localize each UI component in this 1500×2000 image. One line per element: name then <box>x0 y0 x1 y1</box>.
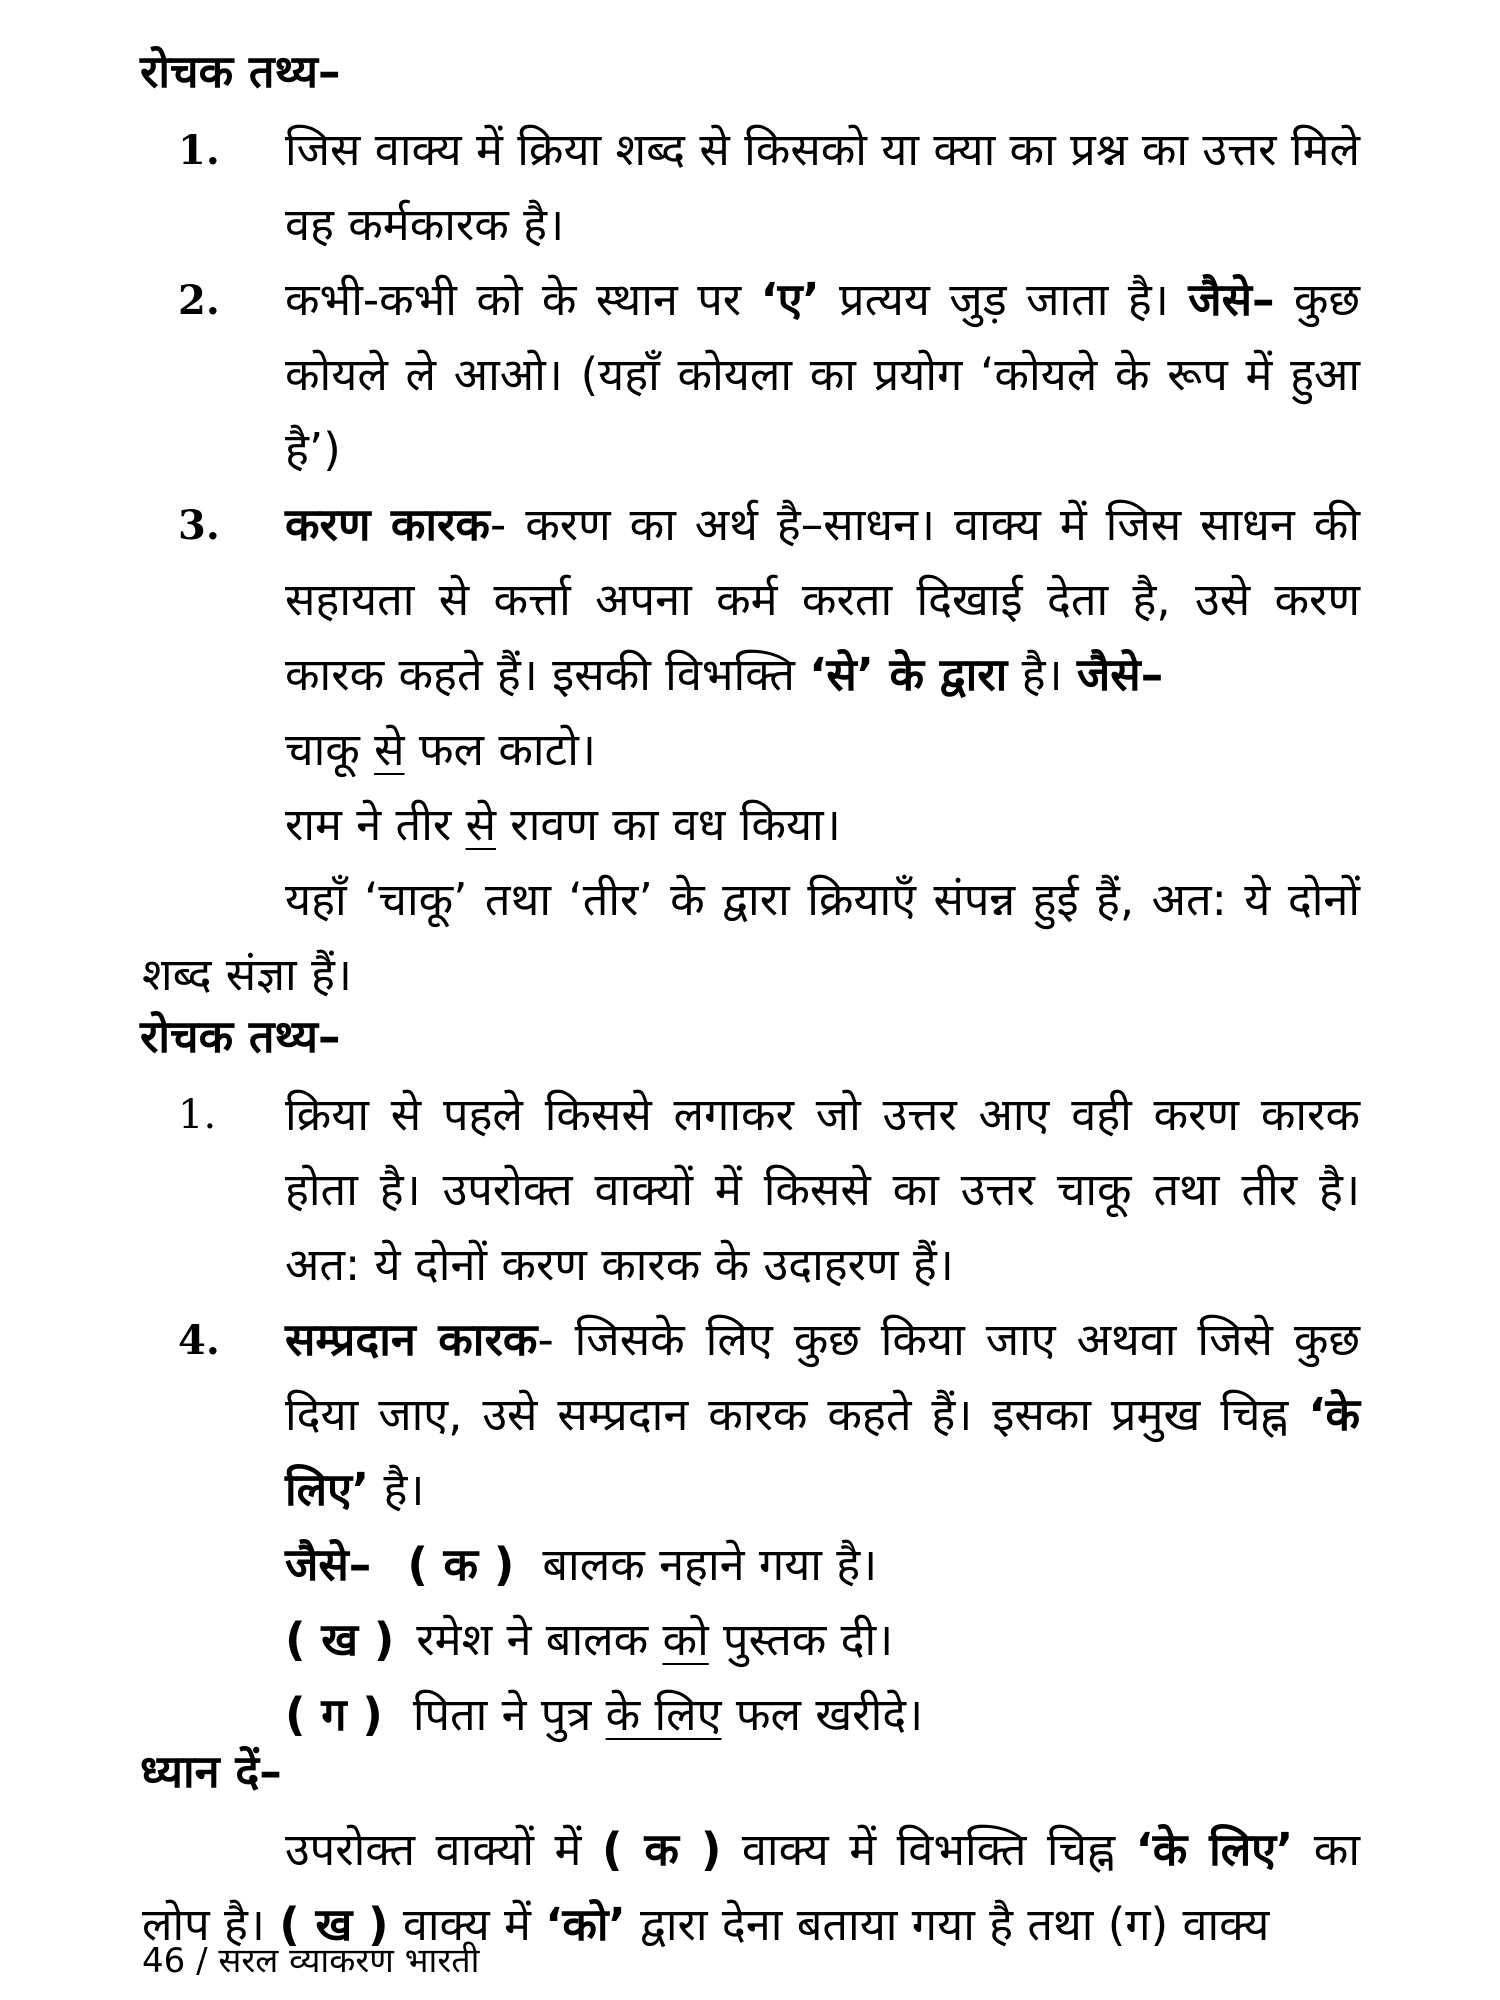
section-heading-rochak-tathya-1: रोचक तथ्य– <box>140 45 341 98</box>
sampradan-example-kha: ( ख ) रमेश ने बालक को पुस्तक दी। <box>285 1613 894 1666</box>
sampradan-example-ga: ( ग ) पिता ने पुत्र के लिए फल खरीदे। <box>285 1688 924 1741</box>
section-heading-rochak-tathya-2: रोचक तथ्य– <box>140 1010 341 1063</box>
sampradan-example-ka: जैसे– ( क ) बालक नहाने गया है। <box>285 1538 878 1591</box>
sampradan-karak-title: सम्प्रदान कारक <box>285 1313 538 1366</box>
karan-example-1: चाकू से फल काटो। <box>285 723 596 776</box>
item-number-1b: 1. <box>178 1092 217 1138</box>
item-number-4: 4. <box>178 1317 220 1364</box>
item-number-1: 1. <box>178 127 220 174</box>
fact-karmakarak: जिस वाक्य में क्रिया शब्द से किसको या क्या का प्रश्न का उत्तर मिले वह कर्मकारक है। <box>285 123 1360 251</box>
fact-e-pratyay: कभी-कभी को के स्थान पर ‘ए’ प्रत्यय जुड़ जाता है। जैसे– कुछ कोयले ले आओ। (यहाँ कोयला का प्रयोग ‘कोयले के रूप में हुआ है’) <box>285 273 1360 476</box>
dhyan-den-note: उपरोक्त वाक्यों में ( क ) वाक्य में विभक्ति चिह्न ‘के लिए’ का लोप है। ( ख ) वाक्य में ‘को’ द्वारा देना बताया गया है तथा (ग) वाक्य <box>142 1823 1360 1951</box>
fact-karan-karak: क्रिया से पहले किससे लगाकर जो उत्तर आए वही करण कारक होता है। उपरोक्त वाक्यों में किससे का उत्तर चाकू तथा तीर है। अत: ये दोनों करण कारक के उदाहरण हैं। <box>285 1088 1360 1291</box>
karan-karak-title: करण कारक <box>285 498 490 551</box>
page-footer: 46 / सरल व्याकरण भारती <box>142 1941 480 1981</box>
item-number-3: 3. <box>178 502 220 549</box>
sampradan-karak-definition: सम्प्रदान कारक- जिसके लिए कुछ किया जाए अथवा जिसे कुछ दिया जाए, उसे सम्प्रदान कारक कहते हैं। इसका प्रमुख चिह्न ‘के लिए’ है। <box>285 1313 1360 1516</box>
karan-example-2: राम ने तीर से रावण का वध किया। <box>285 798 841 851</box>
karan-karak-definition: करण कारक- करण का अर्थ है–साधन। वाक्य में जिस साधन की सहायता से कर्त्ता अपना कर्म करता दिखाई देता है, उसे करण कारक कहते हैं। इसकी विभक्ति ‘से’ के द्वारा है। जैसे– <box>285 498 1360 701</box>
section-heading-dhyan-den: ध्यान दें– <box>140 1745 282 1798</box>
karan-note: यहाँ ‘चाकू’ तथा ‘तीर’ के द्वारा क्रियाएँ संपन्न हुई हैं, अत: ये दोनों शब्द संज्ञा हैं। <box>142 873 1360 1001</box>
item-number-2: 2. <box>178 277 220 324</box>
